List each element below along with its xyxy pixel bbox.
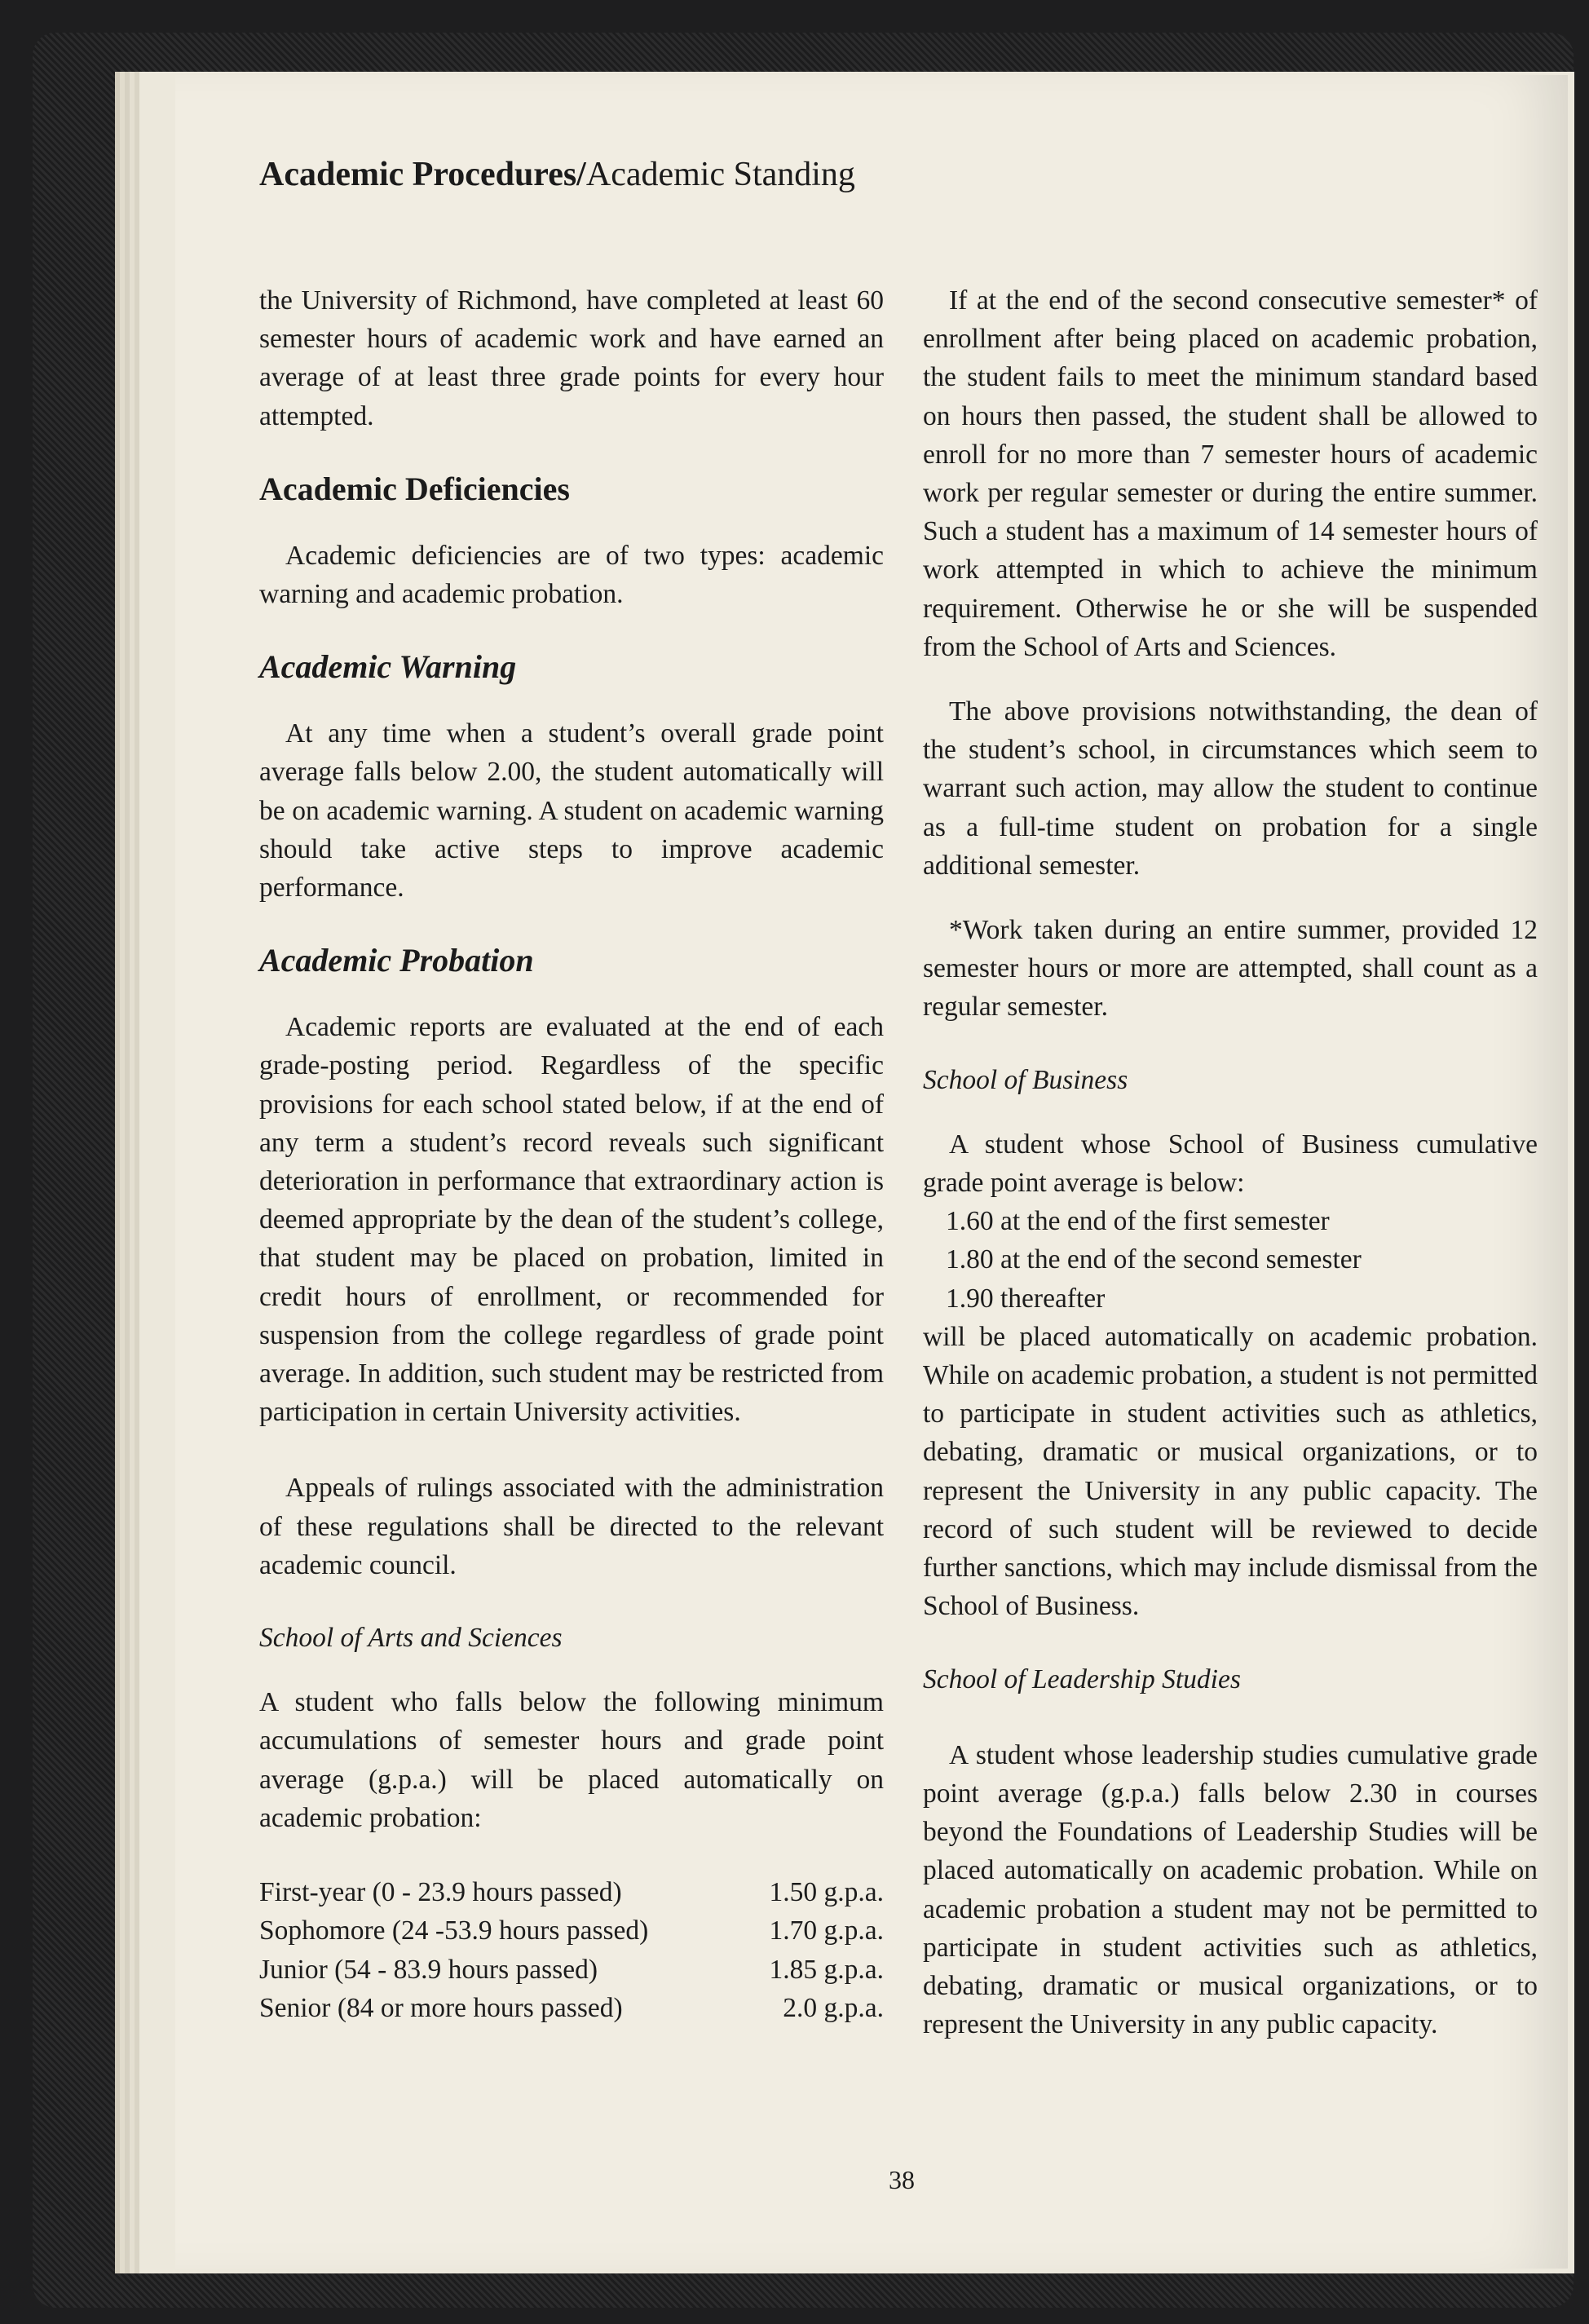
standing-gpa: 1.70 g.p.a. [769, 1915, 884, 1946]
list-item: 1.80 at the end of the second semester [946, 1244, 1362, 1275]
running-head-topic: Academic Standing [585, 156, 855, 193]
running-head-section: Academic Procedures/ [259, 156, 586, 193]
paragraph-provisions: The above provisions notwithstanding, the dean of the student’s school, in circumstances which seem to warrant such action, may allow the student to continue as a full-time student on probation for a single additional semester. [923, 696, 1538, 881]
standing-label: First-year (0 - 23.9 hours passed) [259, 1877, 622, 1908]
paragraph-second-semester: If at the end of the second consecutive semester* of enrollment after being placed on academic probation, the student fails to meet the minimum standard based on hours then passed, the student shall be allowed to enroll for no more than 7 semester hours of academic work per regular semester or during the entire summer. Such a student has a maximum of 14 semester hours of work attempted in which to achieve the minimum requirement. Otherwise he or she will be suspended from the School of Arts and Sciences. [923, 285, 1538, 662]
standing-label: Sophomore (24 -53.9 hours passed) [259, 1915, 649, 1946]
right-column [923, 281, 1538, 2043]
standing-gpa: 1.50 g.p.a. [769, 1877, 884, 1908]
table-row [259, 1873, 884, 1911]
subheading-leadership: School of Leadership Studies [923, 1663, 1241, 1694]
table-row [259, 1989, 884, 2027]
paragraph-probation: Academic reports are evaluated at the end of each grade-posting period. Regardless of the specific provisions for each school stated below, if at the end of any term a student’s record reveals such significant deterioration in performance that extraordinary action is deemed appropriate by the dean of the student’s college, that student may be placed on probation, limited in credit hours of enrollment, or recommended for suspension from the college regardless of grade point average. In addition, such student may be restricted from participation in certain University activities. [259, 1012, 884, 1428]
heading-academic-probation: Academic Probation [259, 942, 534, 979]
table-row [259, 1911, 884, 1950]
list-item: 1.90 thereafter [946, 1283, 1106, 1314]
paragraph-footnote: *Work taken during an entire summer, provided 12 semester hours or more are attempted, shall count as a regular semester. [923, 915, 1538, 1023]
table-row [259, 1951, 884, 1989]
running-head [259, 155, 855, 194]
paragraph-deficiencies: Academic deficiencies are of two types: academic warning and academic probation. [259, 540, 884, 610]
page-number: 38 [889, 2165, 915, 2194]
list-item: 1.60 at the end of the first semester [946, 1206, 1330, 1237]
paragraph-business-intro: A student whose School of Business cumulative grade point average is below: [923, 1129, 1538, 1199]
paragraph-business-rest: will be placed automatically on academic probation. While on academic probation, a student is not permitted to participate in student activities such as athletics, debating, dramatic or musical organizations, or to represent the University in any public capacity. The record of such student will be reviewed to decide further sanctions, which may include dismissal from the School of Business. [923, 1321, 1538, 1622]
standing-table [259, 1873, 884, 2027]
paragraph-appeals: Appeals of rulings associated with the administration of these regulations shall be directed to the relevant academic council. [259, 1473, 884, 1580]
standing-gpa: 1.85 g.p.a. [769, 1954, 884, 1985]
paragraph-warning: At any time when a student’s overall grade point average falls below 2.00, the student automatically will be on academic warning. A student on academic warning should take active steps to improve academic performance. [259, 718, 884, 904]
standing-gpa: 2.0 g.p.a. [783, 1992, 884, 2023]
heading-academic-warning: Academic Warning [259, 648, 517, 686]
subheading-arts-sciences: School of Arts and Sciences [259, 1623, 563, 1654]
left-column [259, 281, 884, 2027]
heading-academic-deficiencies: Academic Deficiencies [259, 470, 570, 507]
standing-label: Senior (84 or more hours passed) [259, 1992, 623, 2023]
paragraph-arts-sciences: A student who falls below the following minimum accumulations of semester hours and grade point average (g.p.a.) will be placed automatically on academic probation: [259, 1687, 884, 1833]
continued-paragraph: the University of Richmond, have completed at least 60 semester hours of academic work and have earned an average of at least three grade points for every hour attempted. [259, 285, 884, 431]
subheading-business: School of Business [923, 1064, 1128, 1095]
standing-label: Junior (54 - 83.9 hours passed) [259, 1954, 598, 1985]
paragraph-leadership: A student whose leadership studies cumulative grade point average (g.p.a.) falls below 2.30 in courses beyond the Foundations of Leadership Studies will be placed automatically on academic probation. While on academic probation a student may not be permitted to participate in student activities such as athletics, debating, dramatic or musical organizations, or to represent the University in any public capacity. [923, 1739, 1538, 2040]
